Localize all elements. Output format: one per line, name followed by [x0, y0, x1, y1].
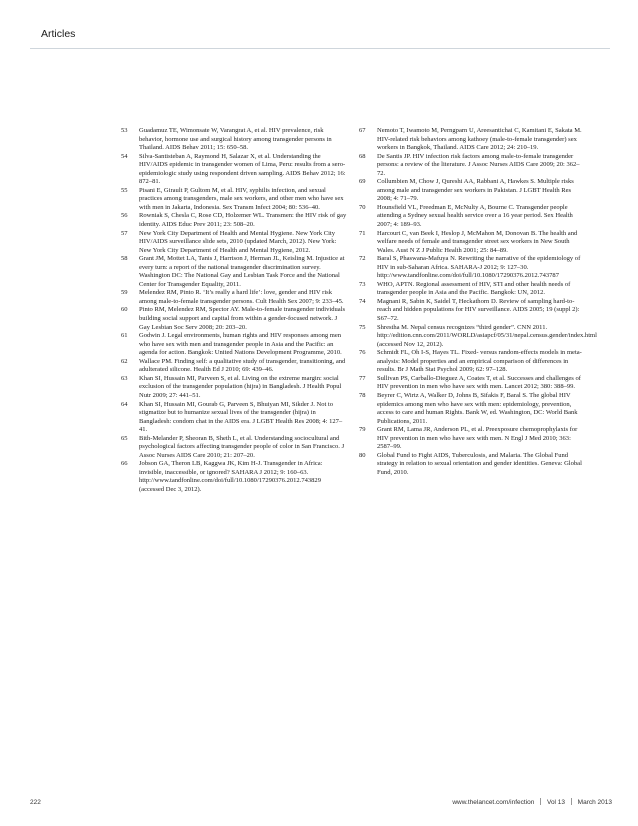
reference-number: 78 — [359, 391, 366, 399]
reference-number: 79 — [359, 426, 366, 434]
reference-number: 53 — [121, 127, 128, 134]
reference-number: 54 — [121, 152, 128, 160]
reference-number: 77 — [359, 374, 366, 382]
reference-item — [121, 127, 347, 153]
reference-text: New York City Department of Health and Mental Hygiene. New York City HIV/AIDS surveillance slide sets, 2010 (updated March, 2012). New York: New York City Department of Health and Mental Hygiene, 2012. — [139, 229, 337, 254]
reference-item — [121, 255, 347, 289]
reference-text: Godwin J. Legal environments, human rights and HIV responses among men who have sex with men and transgender people in Asia and the Pacific: an agenda for action. Bangkok: United Nations Development Programme, 2010. — [139, 332, 342, 357]
reference-text: Jobson GA, Theron LB, Kaggwa JK, Kim H-J. Transgender in Africa: invisible, inaccessible, or ignored? SAHARA J 2012; 9: 160–63. http://www.tandfonline.com/doi/full/10.1080/17290376.2012.743829 (accessed Dec 3, 2012). — [139, 460, 323, 493]
reference-number: 65 — [121, 434, 128, 442]
section-title: Articles — [41, 28, 76, 40]
reference-text: Rowniak S, Chesla C, Rose CD, Holzemer WL. Transmen: the HIV risk of gay identity. AIDS Educ Prev 2011; 23: 508–20. — [139, 212, 347, 229]
reference-number: 56 — [121, 212, 128, 220]
reference-item — [359, 127, 587, 153]
reference-text: Harcourt C, van Beek I, Heslop J, McMahon M, Donovan B. The health and welfare needs of female and transgender street sex workers in New South Wales. Aust N Z J Public Health 2001; 25: 84–89. — [377, 229, 578, 254]
reference-text: WHO, APTN. Regional assessment of HIV, STI and other health needs of transgender people in Asia and the Pacific. Bangkok: UN, 2012. — [377, 280, 571, 297]
reference-number: 80 — [359, 451, 366, 459]
reference-text: Silva-Santisteban A, Raymond H, Salazar X, et al. Understanding the HIV/AIDS epidemic in transgender women of Lima, Peru: results from a sero-epidemiologic study using respondent driven sampling. AIDS Behav 2012; 16: 872–81. — [139, 152, 346, 186]
page-number: 222 — [30, 799, 41, 806]
reference-item — [121, 332, 347, 358]
reference-number: 57 — [121, 229, 128, 237]
reference-item — [359, 298, 587, 324]
reference-item — [359, 349, 587, 375]
reference-item — [121, 187, 347, 213]
reference-item — [121, 375, 347, 401]
reference-number: 59 — [121, 289, 128, 297]
journal-website[interactable]: www.thelancet.com/infection — [452, 799, 535, 806]
reference-text: Nemoto T, Iwamoto M, Perngparn U, Areesantichai C, Kamitani E, Sakata M. HIV-related risk behaviors among kathoey (male-to-female transgender) sex workers in Bangkok, Thailand. AIDS Care 2012; 24: 210–19. — [377, 127, 582, 152]
reference-item — [359, 426, 587, 452]
reference-text: Khan SI, Hussain MI, Gourab G, Parveen S, Bhuiyan MI, Sikder J. Not to stigmatize but to humanize sexual lives of the transgender (hijra) in Bangladesh: condom chat in the AIDS era. J LGBT Health Res 2008; 4: 127–41. — [139, 400, 343, 434]
reference-number: 58 — [121, 255, 128, 263]
reference-number: 66 — [121, 460, 128, 468]
reference-number: 68 — [359, 152, 366, 160]
footer-separator — [571, 798, 572, 805]
reference-text: Grant RM, Lama JR, Anderson PL, et al. Preexposure chemoprophylaxis for HIV prevention in men who have sex with men. N Engl J Med 2010; 363: 2587–99. — [377, 426, 578, 451]
reference-text: Khan SI, Hussain MI, Parveen S, et al. Living on the extreme margin: social exclusion of the transgender population (hijra) in Bangladesh. J Health Popul Nutr 2009; 27: 441–51. — [139, 374, 342, 399]
reference-text: Pisani E, Girault P, Gultom M, et al. HIV, syphilis infection, and sexual practices among transgenders, male sex workers, and other men who have sex with men in Jakarta, Indonesia. Sex Transm Infect 2004; 80: 536–40. — [139, 186, 344, 211]
reference-text: Beyrer C, Wirtz A, Walker D, Johns B, Sifakis F, Baral S. The global HIV epidemics among men who have sex with men: epidemiology, prevention, access to care and human Rights. Bank W, ed. Washington, DC: World Bank Publications, 2011. — [377, 391, 578, 425]
references-column-left — [121, 127, 347, 495]
reference-number: 75 — [359, 323, 366, 331]
reference-item — [359, 230, 587, 256]
reference-item — [359, 392, 587, 426]
reference-text: Magnani R, Sabin K, Saidel T, Heckathorn D. Review of sampling hard-to-reach and hidden populations for HIV surveillance. AIDS 2005; 19 (suppl 2): S67–72. — [377, 297, 580, 323]
journal-date: March 2013 — [577, 799, 612, 806]
reference-item — [359, 153, 587, 179]
reference-item — [359, 323, 597, 350]
reference-item — [121, 460, 347, 494]
reference-number: 61 — [121, 332, 128, 340]
reference-text: Bith-Melander P, Sheoran B, Sheth L, et al. Understanding sociocultural and psychological factors affecting transgender people of color in San Francisco. J Assoc Nurses AIDS Care 2010; 21: 207–20. — [139, 434, 345, 459]
reference-text: De Santis JP. HIV infection risk factors among male-to-female transgender persons: a review of the literature. J Assoc Nurses AIDS Care 2009; 20: 362–72. — [377, 152, 580, 177]
reference-number: 64 — [121, 400, 128, 408]
reference-number: 71 — [359, 229, 366, 237]
reference-number: 60 — [121, 306, 128, 314]
reference-text: Grant JM, Mottet LA, Tanis J, Harrison J, Herman JL, Keisling M. Injustice at every turn: a report of the national transgender discrimination survey. Washington DC: The National Gay and Lesbian Task Force and the National Center for Transgender Equality, 2011. — [139, 255, 345, 288]
reference-text: Hounsfield VL, Freedman E, McNulty A, Bourne C. Transgender people attending a Sydney sexual health service over a 16 year period. Sex Health 2007; 4: 189–93. — [377, 203, 573, 229]
reference-item — [359, 375, 587, 392]
reference-number: 55 — [121, 186, 128, 194]
reference-item — [359, 452, 587, 478]
reference-text: Collumbien M, Chow J, Qureshi AA, Rabbani A, Hawkes S. Multiple risks among male and transgender sex workers in Pakistan. J LGBT Health Res 2008; 4: 71–79. — [377, 178, 574, 203]
reference-item — [121, 212, 347, 229]
reference-number: 69 — [359, 178, 366, 186]
reference-text: Wallace PM. Finding self: a qualitative study of transgender, transitioning, and adulterated silicone. Health Ed J 2010; 69: 439–46. — [139, 357, 346, 374]
reference-text: Baral S, Phaswana-Mafuya N. Rewriting the narrative of the epidemiology of HIV in sub-Saharan Africa. SAHARA-J 2012; 9: 127–30. http://www.tandfonline.com/doi/full/10.1080/17290376.2012.743787 — [377, 255, 581, 280]
reference-item — [121, 153, 347, 187]
reference-item — [359, 204, 587, 230]
journal-volume: Vol 13 — [546, 799, 566, 806]
reference-item — [121, 289, 347, 306]
reference-number: 72 — [359, 255, 366, 263]
reference-item — [121, 401, 347, 435]
reference-item — [359, 281, 587, 298]
journal-footer — [452, 798, 612, 806]
references-column-right — [359, 127, 597, 477]
reference-number: 63 — [121, 374, 128, 382]
reference-number: 67 — [359, 127, 366, 134]
reference-text: Global Fund to Fight AIDS, Tuberculosis, and Malaria. The Global Fund strategy in relation to sexual orientation and gender identities. Geneva: Global Fund, 2010. — [377, 451, 582, 476]
reference-text: Shrestha M. Nepal census recognizes “third gender”. CNN 2011. http://edition.cnn.com/2011/WORLD/asiapcf/05/31/nepal.census.gender/index.html (accessed Nov 12, 2012). — [377, 323, 597, 348]
reference-item — [121, 306, 347, 332]
reference-number: 73 — [359, 280, 366, 288]
reference-text: Schmidt FL, Oh I-S, Hayes TL. Fixed- versus random-effects models in meta-analysis: Model properties and an empirical comparison of differences in results. Br J Math Stat Psychol 2009; 62: 97–128. — [377, 349, 582, 374]
reference-number: 74 — [359, 297, 366, 305]
reference-number: 76 — [359, 349, 366, 357]
reference-number: 62 — [121, 357, 128, 365]
reference-text: Guadamuz TE, Wimonsate W, Varangrat A, et al. HIV prevalence, risk behavior, hormone use and surgical history among transgender persons in Thailand. AIDS Behav 2011; 15: 650–58. — [139, 127, 332, 152]
footer-separator — [540, 798, 541, 805]
reference-text: Sullivan PS, Carballo-Dieguez A, Coates T, et al. Successes and challenges of HIV prevention in men who have sex with men. Lancet 2012; 380: 388–99. — [377, 374, 581, 391]
reference-text: Pinto RM, Melendez RM, Spector AY. Male-to-female transgender individuals building social support and capital from within a gender-focused network. J Gay Lesbian Soc Serv 2008; 20: 203–20. — [139, 306, 346, 331]
header-bar — [30, 0, 610, 49]
reference-item — [121, 435, 347, 461]
reference-item — [359, 255, 587, 281]
reference-item — [121, 358, 347, 375]
reference-number: 70 — [359, 203, 366, 211]
reference-text: Melendez RM, Pinto R. ‘It’s really a hard life’: love, gender and HIV risk among male-to-female transgender persons. Cult Health Sex 2007; 9: 233–45. — [139, 289, 344, 305]
reference-item — [359, 178, 587, 204]
reference-item — [121, 230, 347, 256]
